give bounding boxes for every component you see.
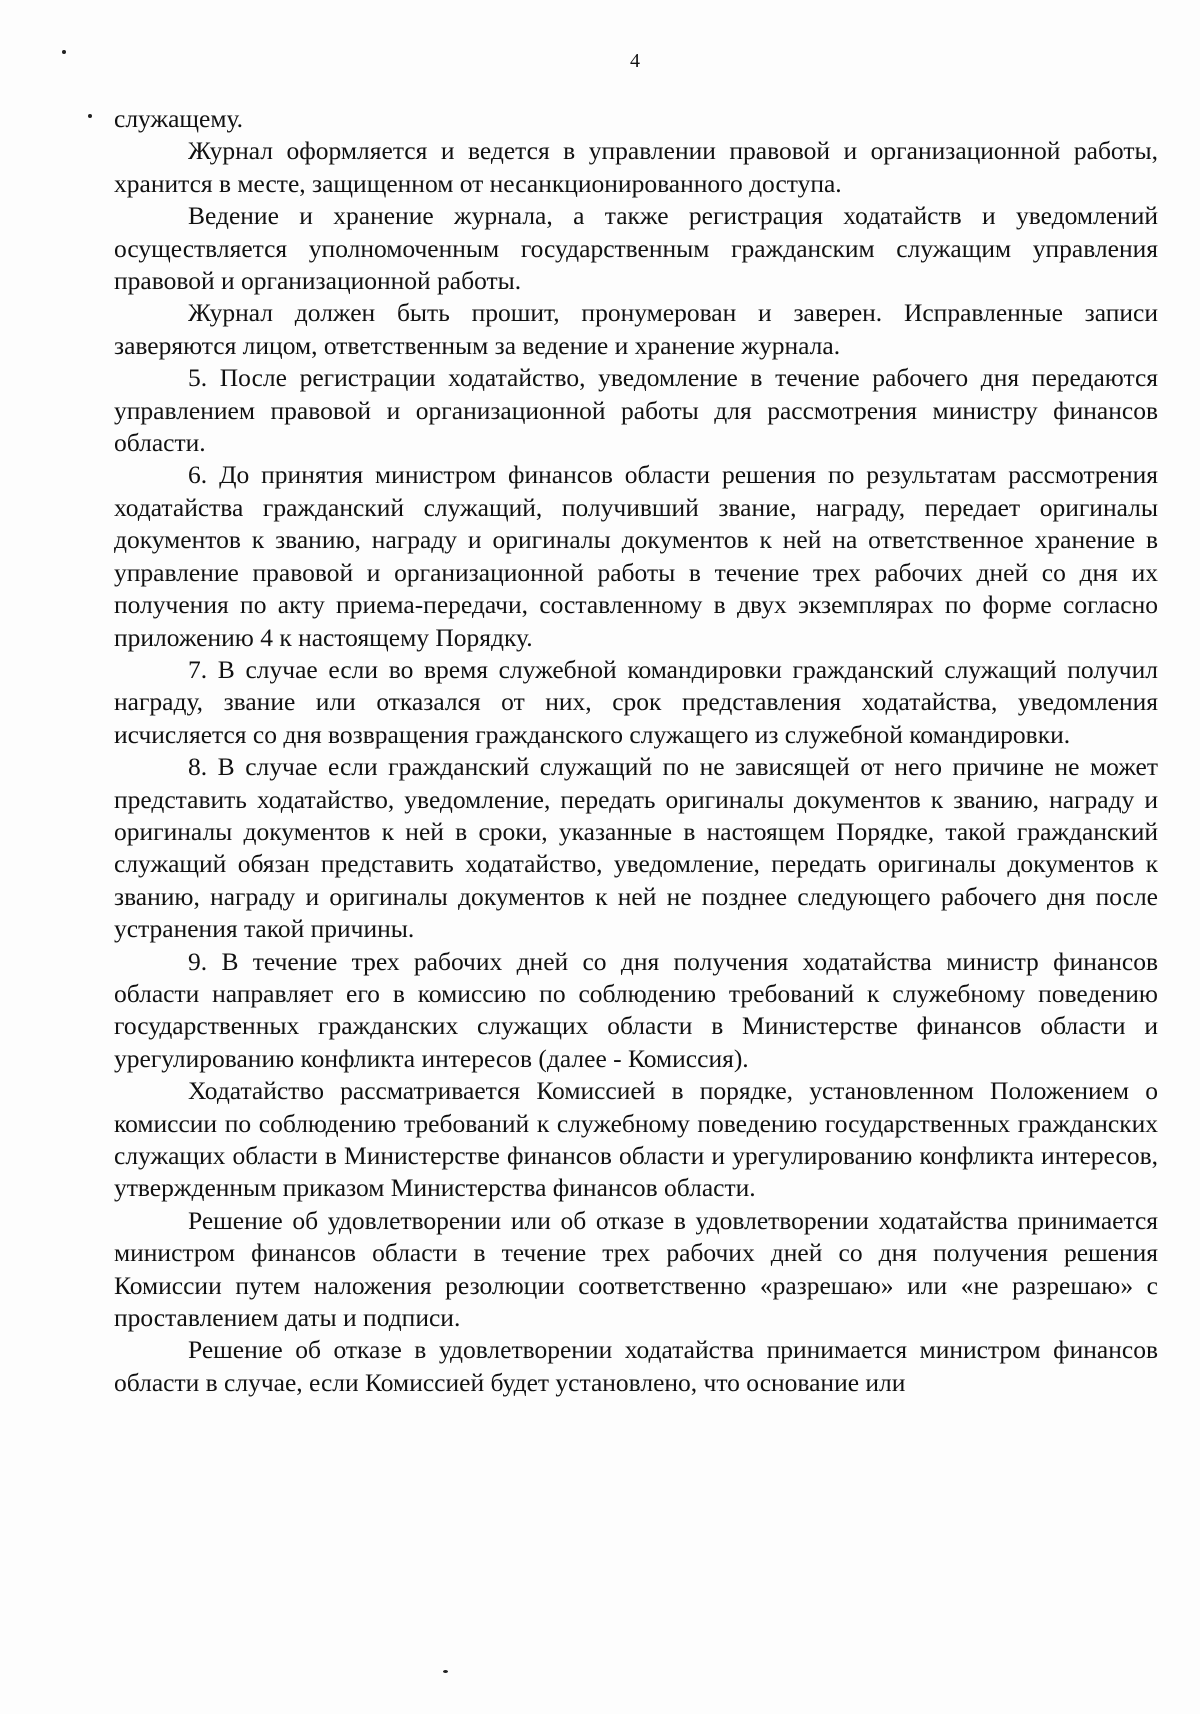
paragraph-item-8: 8. В случае если гражданский служащий по не зависящей от него причине не может представить ходатайство, уведомление, передать оригиналы документов к званию, награду и оригиналы документов к ней в сроки, указанные в настоящем Порядке, такой гражданский служащий обязан представить ходатайство, уведомление, передать оригиналы документов к званию, награду и оригиналы документов к ней не позднее следующего рабочего дня после устранения такой причины. (114, 752, 1158, 944)
paragraph-item-5: 5. После регистрации ходатайство, уведомление в течение рабочего дня передаются управлением правовой и организационной работы для рассмотрения министру финансов области. (114, 363, 1158, 458)
paragraph: служащему. (114, 104, 244, 133)
page-number: 4 (630, 50, 640, 72)
scan-speck (443, 1670, 448, 1673)
paragraph-item-9: 9. В течение трех рабочих дней со дня получения ходатайства министр финансов области направляет его в комиссию по соблюдению требований к служебному поведению государственных гражданских служащих области в Министерстве финансов области и урегулированию конфликта интересов (далее - Комиссия). (114, 946, 1158, 1073)
scan-speck (88, 114, 92, 118)
paragraph: Ведение и хранение журнала, а также регистрация ходатайств и уведомлений осуществляется уполномоченным государственным гражданским служащим управления правовой и организационной работы. (114, 201, 1158, 296)
paragraph: Ходатайство рассматривается Комиссией в порядке, установленном Положением о комиссии по соблюдению требований к служебному поведению государственных гражданских служащих области в Министерстве финансов области и урегулированию конфликта интересов, утвержденным приказом Министерства финансов области. (114, 1076, 1158, 1203)
paragraph: Журнал должен быть прошит, пронумерован и заверен. Исправленные записи заверяются лицом, ответственным за ведение и хранение журнала. (114, 298, 1158, 360)
paragraph: Решение об удовлетворении или об отказе в удовлетворении ходатайства принимается министром финансов области в течение трех рабочих дней со дня получения решения Комиссии путем наложения резолюции соответственно «разрешаю» или «не разрешаю» с проставлением даты и подписи. (114, 1205, 1158, 1333)
document-body (114, 103, 1158, 1399)
scan-speck (62, 50, 66, 54)
paragraph: Решение об отказе в удовлетворении ходатайства принимается министром финансов области в случае, если Комиссией будет установлено, что основание или (114, 1335, 1158, 1397)
paragraph-item-6: 6. До принятия министром финансов области решения по результатам рассмотрения ходатайства гражданский служащий, получивший звание, награду, передает оригиналы документов к званию, награду и оригиналы документов к ней на ответственное хранение в управление правовой и организационной работы в течение трех рабочих дней со дня их получения по акту приема-передачи, составленному в двух экземплярах по форме согласно приложению 4 к настоящему Порядку. (114, 460, 1158, 652)
paragraph: Журнал оформляется и ведется в управлении правовой и организационной работы, хранится в месте, защищенном от несанкционированного доступа. (114, 136, 1158, 198)
paragraph-item-7: 7. В случае если во время служебной командировки гражданский служащий получил награду, звание или отказался от них, срок представления ходатайства, уведомления исчисляется со дня возвращения гражданского служащего из служебной командировки. (114, 654, 1158, 749)
